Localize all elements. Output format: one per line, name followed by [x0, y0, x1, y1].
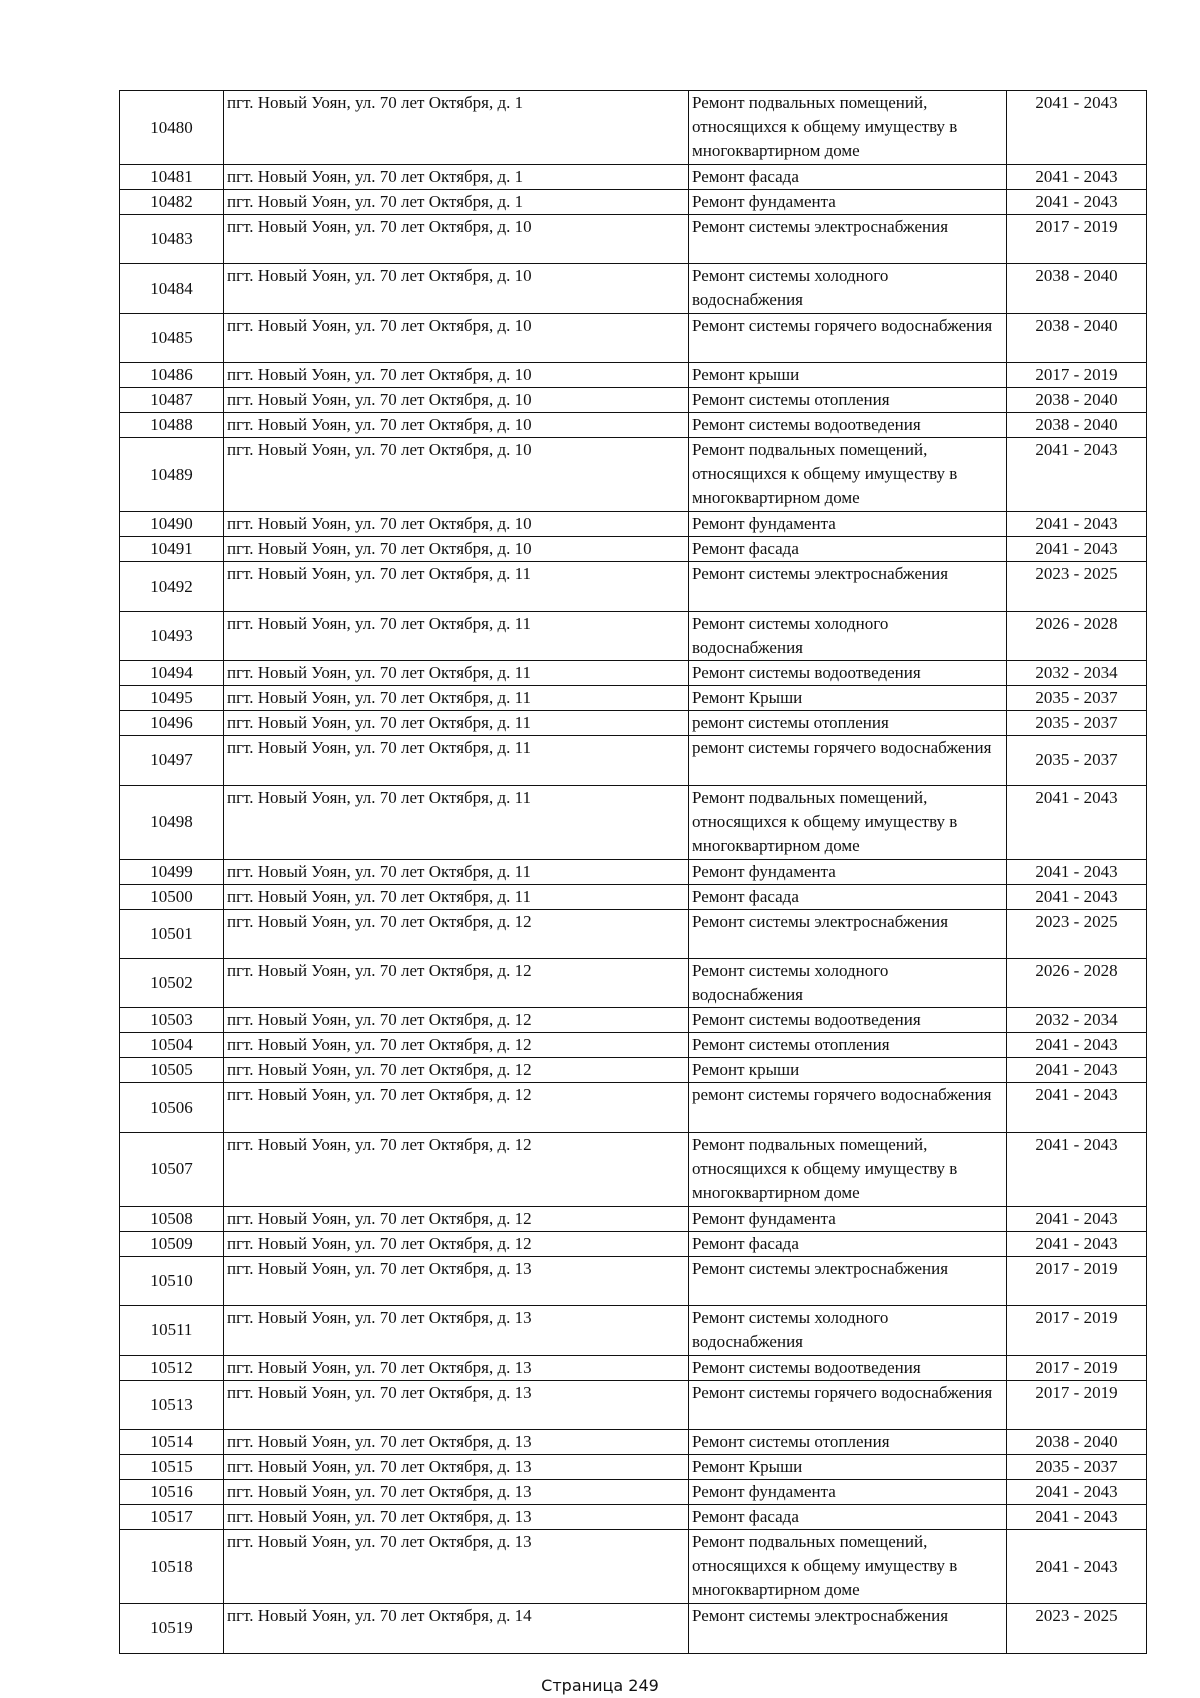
period-cell: 2035 - 2037 — [1007, 1455, 1147, 1480]
table-row — [120, 1256, 1147, 1305]
table-row — [120, 1206, 1147, 1231]
period-cell: 2041 - 2043 — [1007, 1206, 1147, 1231]
period-cell: 2017 - 2019 — [1007, 1355, 1147, 1380]
period-cell: 2041 - 2043 — [1007, 91, 1147, 165]
work-type-cell: Ремонт подвальных помещений, относящихся к общему имуществу в многоквартирном доме — [689, 1530, 1007, 1604]
table-row — [120, 165, 1147, 190]
period-cell: 2041 - 2043 — [1007, 1083, 1147, 1132]
address-cell: пгт. Новый Уоян, ул. 70 лет Октября, д. 13 — [224, 1530, 689, 1604]
row-number: 10490 — [120, 512, 224, 537]
row-number: 10493 — [120, 611, 224, 660]
row-number: 10519 — [120, 1604, 224, 1653]
period-cell: 2038 - 2040 — [1007, 313, 1147, 362]
address-cell: пгт. Новый Уоян, ул. 70 лет Октября, д. 11 — [224, 884, 689, 909]
period-cell: 2035 - 2037 — [1007, 711, 1147, 736]
work-type-cell: Ремонт системы холодного водоснабжения — [689, 264, 1007, 313]
period-cell: 2041 - 2043 — [1007, 537, 1147, 562]
row-number: 10480 — [120, 91, 224, 165]
work-type-cell: Ремонт фундамента — [689, 512, 1007, 537]
page-number: Страница 249 — [541, 1676, 659, 1695]
table-row — [120, 363, 1147, 388]
work-type-cell: Ремонт подвальных помещений, относящихся к общему имуществу в многоквартирном доме — [689, 785, 1007, 859]
period-cell: 2041 - 2043 — [1007, 165, 1147, 190]
work-type-cell: Ремонт системы горячего водоснабжения — [689, 1380, 1007, 1429]
period-cell: 2041 - 2043 — [1007, 1505, 1147, 1530]
address-cell: пгт. Новый Уоян, ул. 70 лет Октября, д. 11 — [224, 736, 689, 785]
row-number: 10481 — [120, 165, 224, 190]
table-row — [120, 1083, 1147, 1132]
work-type-cell: Ремонт системы холодного водоснабжения — [689, 959, 1007, 1008]
period-cell: 2017 - 2019 — [1007, 215, 1147, 264]
address-cell: пгт. Новый Уоян, ул. 70 лет Октября, д. 12 — [224, 1033, 689, 1058]
address-cell: пгт. Новый Уоян, ул. 70 лет Октября, д. 12 — [224, 1058, 689, 1083]
row-number: 10487 — [120, 388, 224, 413]
table-row — [120, 661, 1147, 686]
row-number: 10505 — [120, 1058, 224, 1083]
table-row — [120, 959, 1147, 1008]
table-row — [120, 1132, 1147, 1206]
row-number: 10513 — [120, 1380, 224, 1429]
table-row — [120, 909, 1147, 958]
address-cell: пгт. Новый Уоян, ул. 70 лет Октября, д. 1 — [224, 91, 689, 165]
work-type-cell: Ремонт системы водоотведения — [689, 413, 1007, 438]
address-cell: пгт. Новый Уоян, ул. 70 лет Октября, д. 12 — [224, 1083, 689, 1132]
period-cell: 2032 - 2034 — [1007, 1008, 1147, 1033]
work-type-cell: Ремонт системы холодного водоснабжения — [689, 1306, 1007, 1355]
table-row — [120, 1430, 1147, 1455]
work-type-cell: Ремонт системы электроснабжения — [689, 562, 1007, 611]
work-type-cell: Ремонт системы электроснабжения — [689, 909, 1007, 958]
period-cell: 2041 - 2043 — [1007, 1058, 1147, 1083]
table-row — [120, 1306, 1147, 1355]
table-row — [120, 91, 1147, 165]
table-row — [120, 313, 1147, 362]
table-row — [120, 438, 1147, 512]
row-number: 10484 — [120, 264, 224, 313]
table-row — [120, 611, 1147, 660]
work-type-cell: Ремонт крыши — [689, 1058, 1007, 1083]
work-type-cell: Ремонт Крыши — [689, 1455, 1007, 1480]
period-cell: 2041 - 2043 — [1007, 512, 1147, 537]
address-cell: пгт. Новый Уоян, ул. 70 лет Октября, д. 10 — [224, 413, 689, 438]
row-number: 10504 — [120, 1033, 224, 1058]
work-type-cell: Ремонт фасада — [689, 1231, 1007, 1256]
address-cell: пгт. Новый Уоян, ул. 70 лет Октября, д. 11 — [224, 785, 689, 859]
table-row — [120, 512, 1147, 537]
address-cell: пгт. Новый Уоян, ул. 70 лет Октября, д. 11 — [224, 661, 689, 686]
table-row — [120, 1355, 1147, 1380]
address-cell: пгт. Новый Уоян, ул. 70 лет Октября, д. 11 — [224, 611, 689, 660]
period-cell: 2023 - 2025 — [1007, 909, 1147, 958]
work-type-cell: Ремонт подвальных помещений, относящихся к общему имуществу в многоквартирном доме — [689, 91, 1007, 165]
table-row — [120, 711, 1147, 736]
work-type-cell: ремонт системы отопления — [689, 711, 1007, 736]
work-type-cell: Ремонт системы водоотведения — [689, 1008, 1007, 1033]
work-type-cell: Ремонт подвальных помещений, относящихся к общему имуществу в многоквартирном доме — [689, 438, 1007, 512]
period-cell: 2035 - 2037 — [1007, 736, 1147, 785]
row-number: 10507 — [120, 1132, 224, 1206]
table-body — [120, 91, 1147, 1654]
period-cell: 2017 - 2019 — [1007, 1306, 1147, 1355]
address-cell: пгт. Новый Уоян, ул. 70 лет Октября, д. 13 — [224, 1306, 689, 1355]
row-number: 10514 — [120, 1430, 224, 1455]
row-number: 10500 — [120, 884, 224, 909]
period-cell: 2041 - 2043 — [1007, 884, 1147, 909]
address-cell: пгт. Новый Уоян, ул. 70 лет Октября, д. 13 — [224, 1480, 689, 1505]
row-number: 10498 — [120, 785, 224, 859]
address-cell: пгт. Новый Уоян, ул. 70 лет Октября, д. 13 — [224, 1380, 689, 1429]
address-cell: пгт. Новый Уоян, ул. 70 лет Октября, д. 10 — [224, 313, 689, 362]
table-row — [120, 1455, 1147, 1480]
work-type-cell: Ремонт фасада — [689, 884, 1007, 909]
work-type-cell: Ремонт системы электроснабжения — [689, 215, 1007, 264]
address-cell: пгт. Новый Уоян, ул. 70 лет Октября, д. 12 — [224, 1231, 689, 1256]
address-cell: пгт. Новый Уоян, ул. 70 лет Октября, д. 10 — [224, 512, 689, 537]
table-row — [120, 388, 1147, 413]
table-row — [120, 1058, 1147, 1083]
row-number: 10495 — [120, 686, 224, 711]
address-cell: пгт. Новый Уоян, ул. 70 лет Октября, д. 1 — [224, 165, 689, 190]
row-number: 10492 — [120, 562, 224, 611]
work-type-cell: Ремонт фасада — [689, 537, 1007, 562]
period-cell: 2041 - 2043 — [1007, 1033, 1147, 1058]
address-cell: пгт. Новый Уоян, ул. 70 лет Октября, д. 13 — [224, 1505, 689, 1530]
work-type-cell: Ремонт системы холодного водоснабжения — [689, 611, 1007, 660]
row-number: 10485 — [120, 313, 224, 362]
period-cell: 2017 - 2019 — [1007, 363, 1147, 388]
period-cell: 2041 - 2043 — [1007, 1231, 1147, 1256]
address-cell: пгт. Новый Уоян, ул. 70 лет Октября, д. 10 — [224, 264, 689, 313]
period-cell: 2041 - 2043 — [1007, 1530, 1147, 1604]
row-number: 10512 — [120, 1355, 224, 1380]
table-row — [120, 413, 1147, 438]
period-cell: 2041 - 2043 — [1007, 1480, 1147, 1505]
row-number: 10483 — [120, 215, 224, 264]
work-type-cell: Ремонт фасада — [689, 165, 1007, 190]
address-cell: пгт. Новый Уоян, ул. 70 лет Октября, д. 11 — [224, 859, 689, 884]
address-cell: пгт. Новый Уоян, ул. 70 лет Октября, д. 13 — [224, 1430, 689, 1455]
table-row — [120, 1505, 1147, 1530]
table-row — [120, 1380, 1147, 1429]
row-number: 10518 — [120, 1530, 224, 1604]
table-row — [120, 1604, 1147, 1653]
period-cell: 2023 - 2025 — [1007, 1604, 1147, 1653]
table-row — [120, 859, 1147, 884]
period-cell: 2023 - 2025 — [1007, 562, 1147, 611]
row-number: 10515 — [120, 1455, 224, 1480]
table-row — [120, 736, 1147, 785]
table-row — [120, 1231, 1147, 1256]
address-cell: пгт. Новый Уоян, ул. 70 лет Октября, д. 10 — [224, 388, 689, 413]
row-number: 10501 — [120, 909, 224, 958]
table-row — [120, 1530, 1147, 1604]
row-number: 10491 — [120, 537, 224, 562]
address-cell: пгт. Новый Уоян, ул. 70 лет Октября, д. 10 — [224, 363, 689, 388]
period-cell: 2041 - 2043 — [1007, 859, 1147, 884]
address-cell: пгт. Новый Уоян, ул. 70 лет Октября, д. 12 — [224, 1132, 689, 1206]
row-number: 10503 — [120, 1008, 224, 1033]
work-type-cell: Ремонт фундамента — [689, 859, 1007, 884]
row-number: 10506 — [120, 1083, 224, 1132]
period-cell: 2041 - 2043 — [1007, 438, 1147, 512]
address-cell: пгт. Новый Уоян, ул. 70 лет Октября, д. 10 — [224, 215, 689, 264]
address-cell: пгт. Новый Уоян, ул. 70 лет Октября, д. 12 — [224, 1008, 689, 1033]
address-cell: пгт. Новый Уоян, ул. 70 лет Октября, д. 13 — [224, 1256, 689, 1305]
table-row — [120, 190, 1147, 215]
row-number: 10494 — [120, 661, 224, 686]
table-row — [120, 1480, 1147, 1505]
row-number: 10497 — [120, 736, 224, 785]
work-type-cell: Ремонт системы отопления — [689, 388, 1007, 413]
address-cell: пгт. Новый Уоян, ул. 70 лет Октября, д. 11 — [224, 562, 689, 611]
address-cell: пгт. Новый Уоян, ул. 70 лет Октября, д. 11 — [224, 711, 689, 736]
row-number: 10502 — [120, 959, 224, 1008]
period-cell: 2038 - 2040 — [1007, 388, 1147, 413]
period-cell: 2017 - 2019 — [1007, 1256, 1147, 1305]
table-row — [120, 686, 1147, 711]
period-cell: 2032 - 2034 — [1007, 661, 1147, 686]
table-row — [120, 884, 1147, 909]
work-type-cell: Ремонт Крыши — [689, 686, 1007, 711]
row-number: 10488 — [120, 413, 224, 438]
table-row — [120, 562, 1147, 611]
work-type-cell: Ремонт системы горячего водоснабжения — [689, 313, 1007, 362]
work-type-cell: Ремонт системы водоотведения — [689, 1355, 1007, 1380]
row-number: 10499 — [120, 859, 224, 884]
work-type-cell: Ремонт системы отопления — [689, 1033, 1007, 1058]
period-cell: 2041 - 2043 — [1007, 190, 1147, 215]
work-type-cell: Ремонт системы электроснабжения — [689, 1256, 1007, 1305]
address-cell: пгт. Новый Уоян, ул. 70 лет Октября, д. 10 — [224, 438, 689, 512]
table-row — [120, 1033, 1147, 1058]
row-number: 10516 — [120, 1480, 224, 1505]
period-cell: 2026 - 2028 — [1007, 611, 1147, 660]
table-row — [120, 785, 1147, 859]
table-row — [120, 1008, 1147, 1033]
address-cell: пгт. Новый Уоян, ул. 70 лет Октября, д. 13 — [224, 1355, 689, 1380]
address-cell: пгт. Новый Уоян, ул. 70 лет Октября, д. 14 — [224, 1604, 689, 1653]
period-cell: 2038 - 2040 — [1007, 1430, 1147, 1455]
row-number: 10496 — [120, 711, 224, 736]
table-row — [120, 537, 1147, 562]
work-type-cell: Ремонт подвальных помещений, относящихся к общему имуществу в многоквартирном доме — [689, 1132, 1007, 1206]
address-cell: пгт. Новый Уоян, ул. 70 лет Октября, д. 10 — [224, 537, 689, 562]
work-type-cell: Ремонт фундамента — [689, 1480, 1007, 1505]
work-type-cell: Ремонт системы отопления — [689, 1430, 1007, 1455]
row-number: 10511 — [120, 1306, 224, 1355]
row-number: 10486 — [120, 363, 224, 388]
address-cell: пгт. Новый Уоян, ул. 70 лет Октября, д. 1 — [224, 190, 689, 215]
period-cell: 2041 - 2043 — [1007, 1132, 1147, 1206]
work-type-cell: ремонт системы горячего водоснабжения — [689, 1083, 1007, 1132]
address-cell: пгт. Новый Уоян, ул. 70 лет Октября, д. 12 — [224, 1206, 689, 1231]
period-cell: 2026 - 2028 — [1007, 959, 1147, 1008]
work-type-cell: Ремонт фасада — [689, 1505, 1007, 1530]
period-cell: 2041 - 2043 — [1007, 785, 1147, 859]
period-cell: 2038 - 2040 — [1007, 264, 1147, 313]
address-cell: пгт. Новый Уоян, ул. 70 лет Октября, д. 12 — [224, 909, 689, 958]
row-number: 10482 — [120, 190, 224, 215]
work-type-cell: ремонт системы горячего водоснабжения — [689, 736, 1007, 785]
work-type-cell: Ремонт фундамента — [689, 190, 1007, 215]
repair-schedule-table — [119, 90, 1147, 1654]
period-cell: 2035 - 2037 — [1007, 686, 1147, 711]
row-number: 10508 — [120, 1206, 224, 1231]
row-number: 10509 — [120, 1231, 224, 1256]
table-row — [120, 264, 1147, 313]
work-type-cell: Ремонт системы электроснабжения — [689, 1604, 1007, 1653]
address-cell: пгт. Новый Уоян, ул. 70 лет Октября, д. 12 — [224, 959, 689, 1008]
period-cell: 2017 - 2019 — [1007, 1380, 1147, 1429]
work-type-cell: Ремонт фундамента — [689, 1206, 1007, 1231]
row-number: 10517 — [120, 1505, 224, 1530]
work-type-cell: Ремонт крыши — [689, 363, 1007, 388]
period-cell: 2038 - 2040 — [1007, 413, 1147, 438]
table-row — [120, 215, 1147, 264]
address-cell: пгт. Новый Уоян, ул. 70 лет Октября, д. 11 — [224, 686, 689, 711]
work-type-cell: Ремонт системы водоотведения — [689, 661, 1007, 686]
row-number: 10489 — [120, 438, 224, 512]
address-cell: пгт. Новый Уоян, ул. 70 лет Октября, д. 13 — [224, 1455, 689, 1480]
row-number: 10510 — [120, 1256, 224, 1305]
